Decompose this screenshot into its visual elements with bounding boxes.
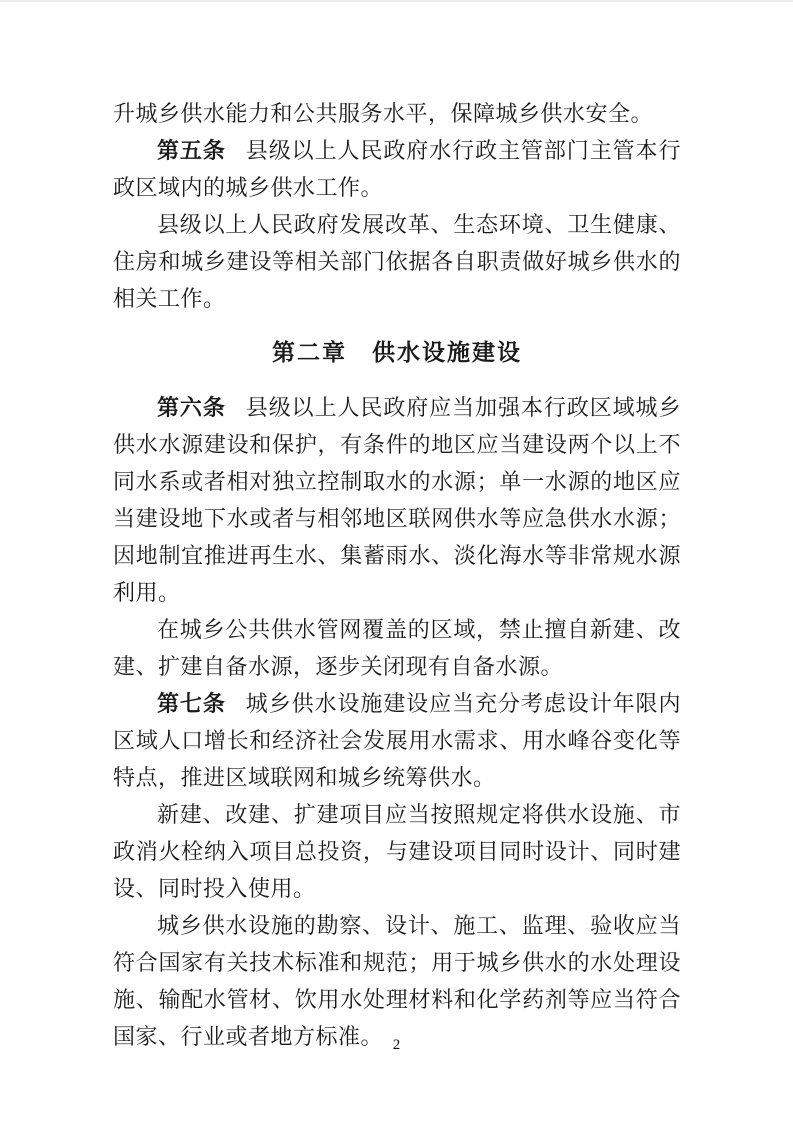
page-footer	[0, 1036, 793, 1054]
article-paragraph	[113, 685, 681, 796]
page-top-edge	[0, 0, 793, 2]
page-number: 2	[392, 1037, 401, 1053]
body-paragraph: 新建、改建、扩建项目应当按照规定将供水设施、市政消火栓纳入项目总投资，与建设项目同时设计、同时建设、同时投入使用。	[113, 802, 681, 901]
article-paragraph	[113, 132, 681, 206]
body-paragraph: 县级以上人民政府发展改革、生态环境、卫生健康、住房和城乡建设等相关部门依据各自职责做好城乡供水的相关工作。	[113, 212, 681, 311]
article-text: 县级以上人民政府水行政主管部门主管本行政区域内的城乡供水工作。	[113, 138, 681, 200]
article-number: 第五条	[157, 138, 226, 163]
body-paragraph: 在城乡公共供水管网覆盖的区域，禁止擅自新建、改建、扩建自备水源，逐步关闭现有自备水源。	[113, 617, 681, 679]
article-number: 第七条	[157, 691, 226, 716]
document-body	[113, 95, 681, 1055]
body-paragraph: 城乡供水设施的勘察、设计、施工、监理、验收应当符合国家有关技术标准和规范；用于城乡供水的水处理设施、输配水管材、饮用水处理材料和化学药剂等应当符合国家、行业或者地方标准。	[113, 913, 681, 1049]
continuation-paragraph: 升城乡供水能力和公共服务水平，保障城乡供水安全。	[113, 101, 654, 126]
article-paragraph	[113, 389, 681, 611]
article-number: 第六条	[157, 395, 226, 420]
article-text: 城乡供水设施建设应当充分考虑设计年限内区域人口增长和经济社会发展用水需求、用水峰谷变化等特点，推进区域联网和城乡统筹供水。	[113, 691, 681, 790]
article-text: 县级以上人民政府应当加强本行政区域城乡供水水源建设和保护，有条件的地区应当建设两个以上不同水系或者相对独立控制取水的水源；单一水源的地区应当建设地下水或者与相邻地区联网供水等应急供水水源；因地制宜推进再生水、集蓄雨水、淡化海水等非常规水源利用。	[113, 395, 681, 605]
chapter-heading: 第二章 供水设施建设	[272, 339, 522, 365]
